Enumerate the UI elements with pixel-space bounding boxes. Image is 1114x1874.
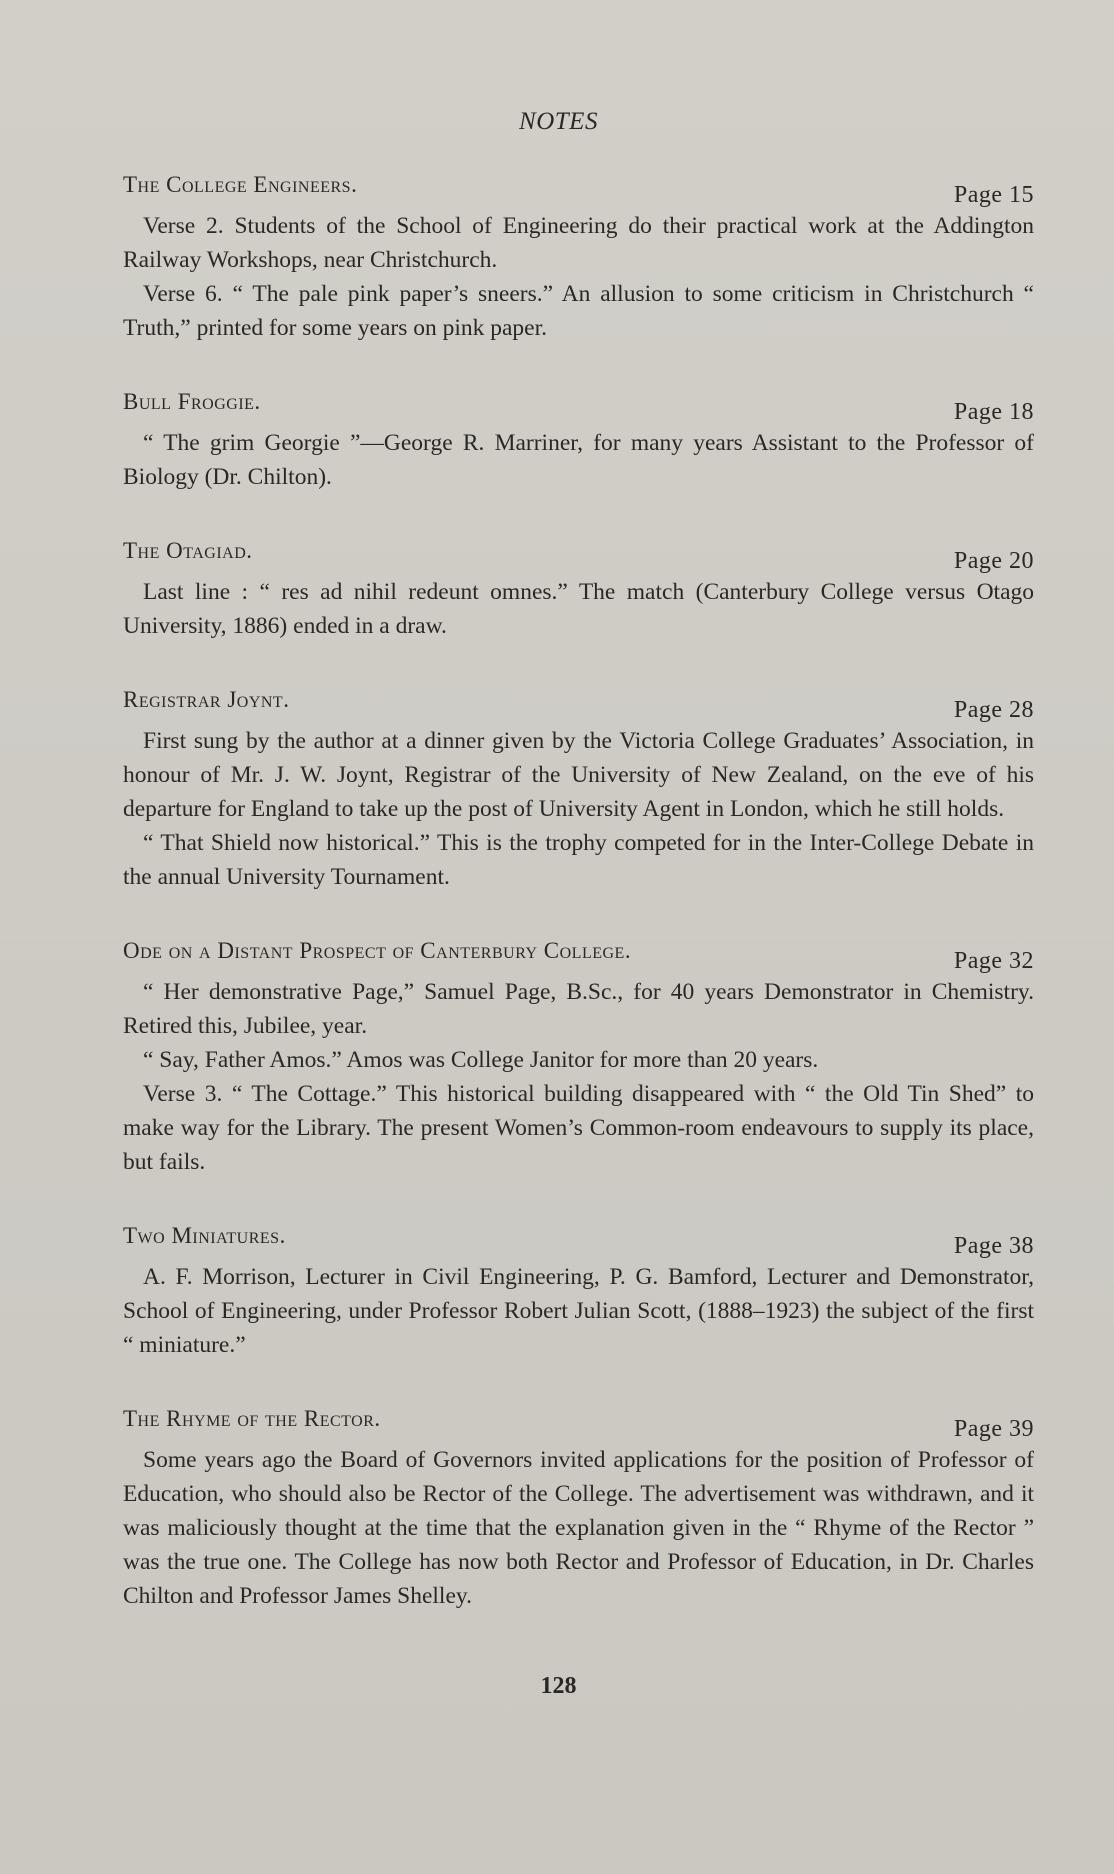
note-title: The College Engineers. [123,172,358,197]
note-paragraph: A. F. Morrison, Lecturer in Civil Engineering, P. G. Bamford, Lecturer and Demonstrator, School of Engineering, under Professor Robert Julian Scott, (1888–1923) the subject of the first “ miniature.” [123,1264,1034,1358]
note-paragraph: “ Her demonstrative Page,” Samuel Page, B.Sc., for 40 years Demonstrator in Chemistry. Retired this, Jubilee, year. [123,979,1034,1039]
note-paragraph: “ Say, Father Amos.” Amos was College Janitor for more than 20 years. [143,1047,819,1073]
note-paragraph: Last line : “ res ad nihil redeunt omnes.” The match (Canterbury College versus Otago University, 1886) ended in a draw. [123,579,1034,639]
note-paragraph: “ That Shield now historical.” This is the trophy competed for in the Inter-College Debate in the annual University Tournament. [123,830,1034,890]
note-page-ref: Page 28 [953,697,1034,723]
page-number: 128 [540,1673,577,1699]
note-heading [123,687,1034,724]
note-entry [123,389,1034,494]
note-paragraph: Verse 6. “ The pale pink paper’s sneers.” An allusion to some criticism in Christchurch “ Truth,” printed for some years on pink paper. [123,281,1034,341]
note-heading [123,172,1034,209]
note-title: Registrar Joynt. [123,687,290,712]
note-heading [123,1406,1034,1443]
note-heading [123,938,1034,975]
note-page-ref: Page 18 [953,399,1034,425]
note-page-ref: Page 32 [953,948,1034,974]
note-entry [123,1223,1034,1362]
note-title: Two Miniatures. [123,1223,286,1248]
note-heading [123,1223,1034,1260]
note-entry [123,538,1034,643]
note-title: The Otagiad. [123,538,253,563]
note-paragraph: Some years ago the Board of Governors invited applications for the position of Professor of Education, who should also be Rector of the College. The advertisement was withdrawn, and it was maliciously thought at the time that the explanation given in the “ Rhyme of the Rector ” was the true one. The College has now both Rector and Professor of Education, in Dr. Charles Chilton and Professor James Shelley. [123,1447,1034,1609]
note-heading [123,538,1034,575]
note-entry [123,938,1034,1179]
page-header: NOTES [519,108,598,135]
note-heading [123,389,1034,426]
note-paragraph: “ The grim Georgie ”—George R. Marriner, for many years Assistant to the Professor of Biology (Dr. Chilton). [123,430,1034,490]
note-entry [123,687,1034,894]
note-page-ref: Page 38 [953,1233,1034,1259]
note-page-ref: Page 15 [953,182,1034,208]
note-paragraph: Verse 3. “ The Cottage.” This historical building disappeared with “ the Old Tin Shed” to make way for the Library. The present Women’s Common-room endeavours to supply its place, but fails. [123,1081,1034,1175]
note-entry [123,1406,1034,1613]
note-paragraph: Verse 2. Students of the School of Engineering do their practical work at the Addington Railway Workshops, near Christchurch. [123,213,1034,273]
note-title: Bull Froggie. [123,389,261,414]
note-paragraph: First sung by the author at a dinner given by the Victoria College Graduates’ Association, in honour of Mr. J. W. Joynt, Registrar of the University of New Zealand, on the eve of his departure for England to take up the post of University Agent in London, which he still holds. [123,728,1034,822]
note-title: Ode on a Distant Prospect of Canterbury College. [123,938,632,963]
note-title: The Rhyme of the Rector. [123,1406,381,1431]
note-page-ref: Page 20 [953,548,1034,574]
note-page-ref: Page 39 [953,1416,1034,1442]
note-entry [123,172,1034,345]
